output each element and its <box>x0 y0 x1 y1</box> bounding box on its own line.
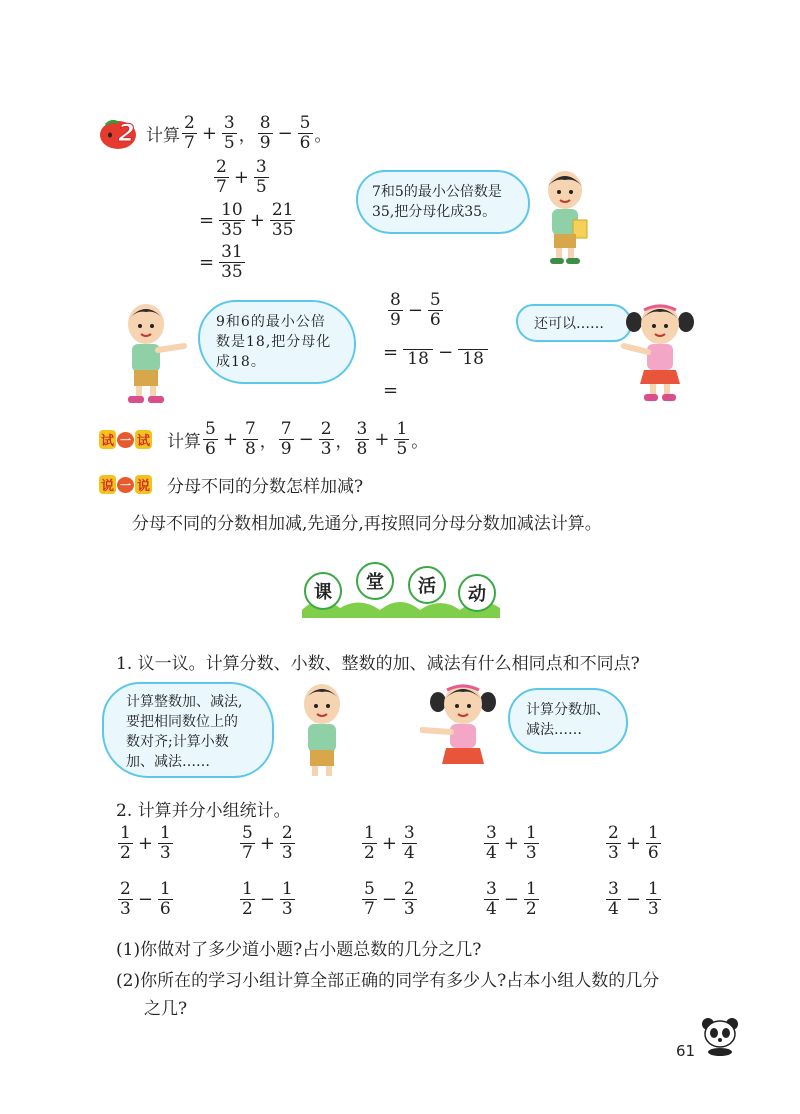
exercise-item <box>116 824 175 863</box>
fraction: $\frac{1}{2}$ <box>364 823 375 863</box>
say-it-tag: 说 一 说 <box>96 474 155 495</box>
work1-line1 <box>212 158 271 197</box>
operator: + <box>137 833 153 854</box>
work2-line3 <box>380 380 401 401</box>
page-number: 61 <box>676 1042 696 1060</box>
speech-bubble-girl-activity <box>508 688 628 754</box>
equals: = <box>199 252 215 273</box>
speech-bubble-girl-mid <box>516 304 632 342</box>
work1-line2 <box>196 201 297 240</box>
girl-illustration <box>620 300 700 406</box>
fraction: $\frac{3}{8}$ <box>356 419 368 459</box>
say-it-line <box>96 472 363 497</box>
boy-illustration <box>535 168 595 268</box>
fraction-blank: 18 <box>403 335 433 369</box>
fraction: $\frac{2}{3}$ <box>320 419 332 459</box>
separator: ， <box>335 432 353 452</box>
sub-question-2-line1: (2)你所在的学习小组计算全部正确的同学有多少人?占本小组人数的几分 <box>116 971 660 991</box>
activity-title-char: 活 <box>408 566 446 604</box>
try-it-prompt: 计算 <box>167 432 202 452</box>
activity-item-2: 2. 计算并分小组统计。 <box>116 801 291 821</box>
fraction: $\frac{8}{9}$ <box>259 113 271 153</box>
operator: + <box>201 123 217 144</box>
equals: = <box>199 210 215 231</box>
operator: + <box>381 833 397 854</box>
exercise-grid <box>116 824 676 928</box>
exercise-item <box>360 824 419 863</box>
fraction: $\frac{3}{4}$ <box>403 823 415 863</box>
work2-line2 <box>380 335 490 369</box>
fraction: $\frac{1}{2}$ <box>525 879 537 919</box>
fraction: $\frac{5}{6}$ <box>429 290 441 330</box>
example-number: 2 <box>118 119 135 147</box>
bubble-text: 还可以…… <box>534 316 604 332</box>
equals: = <box>383 341 399 363</box>
operator: + <box>249 210 265 231</box>
operator: + <box>503 833 519 854</box>
fraction: $\frac{21}{35}$ <box>271 200 294 240</box>
fraction: $\frac{2}{3}$ <box>608 823 619 863</box>
fraction-blank: 18 <box>458 335 488 369</box>
period: 。 <box>314 126 332 146</box>
example-number-badge <box>98 117 138 151</box>
fraction: $\frac{3}{5}$ <box>223 113 235 153</box>
fraction: $\frac{1}{2}$ <box>242 879 253 919</box>
exercise-item <box>238 824 297 863</box>
exercise-item <box>482 824 541 863</box>
exercise-item <box>360 880 419 919</box>
speech-bubble-boy-top <box>356 170 530 234</box>
girl-activity-illustration <box>420 680 500 780</box>
operator: − <box>407 300 423 321</box>
fraction: $\frac{2}{3}$ <box>281 823 293 863</box>
exercise-item <box>116 880 175 919</box>
try-it-line <box>96 420 428 459</box>
operator: − <box>381 889 397 910</box>
work1-line3 <box>196 243 247 282</box>
operator: − <box>259 889 275 910</box>
fraction: $\frac{3}{4}$ <box>608 879 619 919</box>
fraction: $\frac{5}{6}$ <box>299 113 311 153</box>
operator: − <box>277 123 293 144</box>
exercise-item <box>604 824 663 863</box>
fraction: $\frac{5}{7}$ <box>364 879 375 919</box>
fraction: $\frac{1}{3}$ <box>647 879 659 919</box>
speech-bubble-boy-activity <box>102 682 274 778</box>
fraction: $\frac{1}{3}$ <box>159 823 171 863</box>
fraction: $\frac{3}{4}$ <box>486 879 497 919</box>
example-prompt-line <box>146 114 332 153</box>
exercise-item <box>482 880 541 919</box>
fraction: $\frac{1}{5}$ <box>396 419 408 459</box>
period: 。 <box>411 432 429 452</box>
operator: − <box>625 889 641 910</box>
work2-line1 <box>386 291 445 330</box>
operator: − <box>298 429 314 450</box>
separator: ， <box>238 126 256 146</box>
try-it-tag: 试 一 试 <box>96 429 155 450</box>
exercise-item <box>604 880 663 919</box>
operator: + <box>374 429 390 450</box>
activity-title-char: 动 <box>458 574 496 612</box>
sub-question-1: (1)你做对了多少道小题?占小题总数的几分之几? <box>116 940 482 960</box>
fraction: $\frac{2}{3}$ <box>403 879 415 919</box>
numerator-blank <box>403 335 433 350</box>
operator: + <box>222 429 238 450</box>
fraction: $\frac{5}{7}$ <box>242 823 253 863</box>
fraction: $\frac{1}{2}$ <box>120 823 131 863</box>
speech-bubble-boy-mid <box>198 300 356 384</box>
operator: + <box>259 833 275 854</box>
activity-title-char: 课 <box>304 572 342 610</box>
fraction: $\frac{8}{9}$ <box>390 290 401 330</box>
fraction: $\frac{1}{3}$ <box>281 879 293 919</box>
fraction: $\frac{3}{4}$ <box>486 823 497 863</box>
activity-banner <box>300 562 502 624</box>
fraction: $\frac{2}{7}$ <box>216 157 227 197</box>
sub-question-2-line2: 之几? <box>144 999 188 1019</box>
equals: = <box>383 380 399 401</box>
numerator-blank <box>458 335 488 350</box>
fraction: $\frac{1}{6}$ <box>647 823 659 863</box>
activity-title-char: 堂 <box>356 562 394 600</box>
bubble-text: 9和6的最小公倍数是18,把分母化成18。 <box>216 314 332 370</box>
exercise-item <box>238 880 297 919</box>
fraction: $\frac{1}{3}$ <box>525 823 537 863</box>
operator: + <box>625 833 641 854</box>
fraction: $\frac{2}{3}$ <box>120 879 131 919</box>
fraction: $\frac{31}{35}$ <box>221 242 243 282</box>
fraction: $\frac{1}{6}$ <box>159 879 171 919</box>
fraction: $\frac{5}{6}$ <box>205 419 216 459</box>
bubble-text: 计算分数加、减法…… <box>526 702 610 738</box>
bubble-text: 计算整数加、减法,要把相同数位上的数对齐;计算小数加、减法…… <box>126 694 243 770</box>
panda-icon <box>700 1016 740 1056</box>
operator: − <box>137 889 153 910</box>
boy-pointing-illustration <box>112 300 188 408</box>
fraction: $\frac{7}{8}$ <box>244 419 256 459</box>
say-it-answer: 分母不同的分数相加减,先通分,再按照同分母分数加减法计算。 <box>132 514 602 534</box>
operator: − <box>438 341 454 363</box>
operator: − <box>503 889 519 910</box>
fraction: $\frac{2}{7}$ <box>184 113 195 153</box>
operator: + <box>233 167 249 188</box>
bubble-text: 7和5的最小公倍数是35,把分母化成35。 <box>372 184 502 220</box>
fraction: $\frac{7}{9}$ <box>280 419 292 459</box>
activity-item-1: 1. 议一议。计算分数、小数、整数的加、减法有什么相同点和不同点? <box>116 654 640 674</box>
fraction: $\frac{3}{5}$ <box>255 157 267 197</box>
example-prompt: 计算 <box>146 126 180 146</box>
say-it-question: 分母不同的分数怎样加减? <box>167 477 364 497</box>
separator: ， <box>259 432 277 452</box>
boy-activity-illustration <box>290 680 354 780</box>
fraction: $\frac{10}{35}$ <box>221 200 243 240</box>
